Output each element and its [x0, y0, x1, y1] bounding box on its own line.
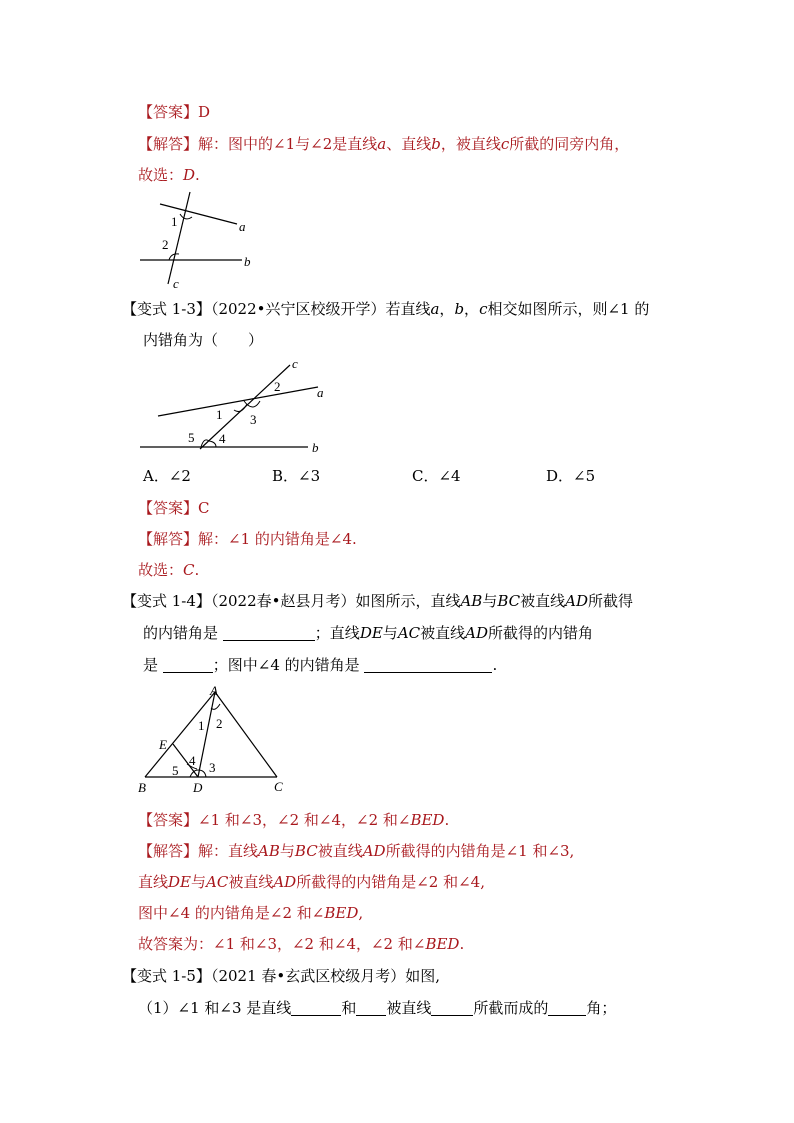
blank-1[interactable]	[223, 625, 315, 641]
explanation-text: 被直线	[317, 842, 363, 860]
angle-5-label: 5	[188, 430, 195, 445]
explanation-text: 所截得的内错角是∠1 和∠3,	[385, 842, 575, 860]
angle-2-label: 2	[274, 379, 281, 394]
explanation-line-3	[138, 903, 363, 923]
question-text: 与	[382, 624, 398, 642]
line-b-label: b	[244, 254, 251, 269]
choose-value: C	[183, 561, 195, 579]
line-a-label: a	[317, 385, 324, 400]
explanation-text: 所截的同旁内角，	[509, 135, 630, 153]
explanation-text: 、直线	[386, 135, 432, 153]
choose-value: D	[183, 166, 196, 184]
question-text: （2022•兴宁区校级开学）若直线	[210, 300, 431, 318]
explanation-line-2	[138, 872, 485, 892]
question-text: 和	[341, 999, 357, 1017]
var-b: b	[431, 135, 441, 153]
figure-lines-abc-2	[140, 357, 340, 457]
point-e-label: E	[159, 737, 167, 752]
question-1-5-line1	[122, 966, 440, 986]
option-b[interactable]: B．∠3	[272, 467, 321, 485]
question-text: ；直线	[314, 624, 360, 642]
question-1-4-line3	[143, 655, 497, 675]
answer-var: BED	[410, 811, 445, 829]
point-a-label: A	[210, 683, 218, 698]
question-tag: 【变式 1-3】	[122, 300, 211, 318]
angle-3-label: 3	[250, 412, 257, 427]
point-c-label: C	[274, 779, 283, 794]
var-ad: AD	[362, 842, 386, 860]
line-c-label: c	[292, 356, 298, 371]
explanation-tag: 【解答】	[138, 135, 199, 153]
choose-label: 故选：	[138, 166, 184, 184]
point-b-label: B	[138, 780, 146, 795]
var-ad: AD	[273, 873, 297, 891]
line-c-label: c	[173, 276, 179, 291]
question-1-4-line1	[122, 591, 633, 611]
explanation-text: 与	[191, 873, 207, 891]
question-text: 被直线	[420, 624, 466, 642]
explanation-text: 解：直线	[198, 842, 259, 860]
var-ad: AD	[465, 624, 488, 642]
point-d-label: D	[193, 780, 203, 795]
explanation-text: 被直线	[228, 873, 274, 891]
var-de: DE	[168, 873, 191, 891]
angle-4-label: 4	[189, 753, 196, 768]
blank-angle-type[interactable]	[548, 1000, 586, 1016]
angle-3-label: 3	[209, 760, 216, 775]
explanation-text: 图中∠4 的内错角是∠2 和∠	[138, 904, 325, 922]
option-a[interactable]: A．∠2	[143, 467, 191, 485]
answer-value: D	[198, 103, 211, 121]
var-a: a	[377, 135, 387, 153]
question-text: 所截得	[588, 592, 634, 610]
question-1-3-line1: 【变式 1-3】（2022•兴宁区校级开学）若直线a，b，c相交如图所示，则∠1 的	[122, 300, 650, 318]
var-ad: AD	[565, 592, 588, 610]
var-c: c	[479, 300, 488, 318]
question-1-4-line2	[143, 623, 593, 643]
answer-value: ∠1 和∠3，∠2 和∠4，∠2 和∠	[198, 811, 411, 829]
answer-tag: 【答案】	[138, 103, 199, 121]
blank-line2[interactable]	[356, 1000, 386, 1016]
blank-line1[interactable]	[291, 1000, 341, 1016]
question-text: 被直线	[386, 999, 432, 1017]
var-de: DE	[359, 624, 383, 642]
blank-line3[interactable]	[431, 1000, 473, 1016]
angle-2-label: 2	[162, 237, 169, 252]
explanation-text: 解：∠1 的内错角是∠4.	[198, 530, 357, 548]
question-1-3-line2: 内错角为（ ）	[143, 331, 264, 349]
explanation-text: ,	[358, 904, 364, 922]
question-text: ；图中∠4 的内错角是	[212, 656, 360, 674]
explanation-text: 直线	[138, 873, 169, 891]
question-text: 与	[482, 592, 498, 610]
var-bc: BC	[497, 592, 521, 610]
var-ab: AB	[258, 842, 280, 860]
explanation-text: 所截得的内错角是∠2 和∠4,	[296, 873, 485, 891]
choose-label: 故选：	[138, 561, 184, 579]
answer-tag: 【答案】	[138, 499, 199, 517]
answer-line	[138, 498, 210, 518]
explanation-tag: 【解答】	[138, 842, 199, 860]
question-text: （1）∠1 和∠3 是直线	[138, 999, 292, 1017]
var-c: c	[500, 135, 510, 153]
var-ac: AC	[206, 873, 229, 891]
explanation-text: ，被直线	[440, 135, 501, 153]
explanation-text: 与	[279, 842, 295, 860]
angle-1-label: 1	[171, 214, 178, 229]
var-b: b	[454, 300, 465, 318]
angle-1-label: 1	[198, 718, 205, 733]
question-1-5-part1	[138, 998, 616, 1018]
answer-line	[138, 810, 449, 830]
question-text: 所截得的内错角	[488, 624, 594, 642]
explanation-text: 解：图中的∠1与∠2是直线	[198, 135, 378, 153]
question-text: （2022春•赵县月考）如图所示，直线	[210, 592, 461, 610]
var-a: a	[430, 300, 440, 318]
explanation-line	[138, 134, 629, 154]
angle-1-label: 1	[216, 407, 223, 422]
blank-2[interactable]	[163, 657, 213, 673]
question-text: 角；	[586, 999, 617, 1017]
angle-5-label: 5	[172, 763, 179, 778]
explanation-text: .	[459, 935, 465, 953]
line-a-label: a	[239, 219, 246, 234]
question-text: 的内错角是	[143, 624, 219, 642]
answer-line	[138, 102, 210, 122]
var-bc: BC	[294, 842, 318, 860]
question-tag: 【变式 1-5】	[122, 967, 211, 985]
explanation-var: BED	[324, 904, 359, 922]
question-text: 是	[143, 656, 159, 674]
angle-2-label: 2	[216, 716, 223, 731]
question-text: 被直线	[520, 592, 566, 610]
var-ab: AB	[460, 592, 483, 610]
option-d[interactable]: D．∠5	[546, 467, 596, 485]
question-text: 相交如图所示，则∠1 的	[487, 300, 650, 318]
angle-4-label: 4	[219, 431, 226, 446]
figure-lines-abc	[135, 192, 265, 292]
choose-line: 故选：D.	[138, 166, 200, 184]
explanation-tag: 【解答】	[138, 530, 199, 548]
answer-value: C	[198, 499, 210, 517]
question-text: .	[492, 656, 498, 674]
figure-triangle-abc	[135, 684, 295, 799]
explanation-line	[138, 529, 357, 549]
answer-value: .	[444, 811, 450, 829]
explanation-line-4	[138, 934, 464, 954]
option-c[interactable]: C．∠4	[412, 467, 461, 485]
question-tag: 【变式 1-4】	[122, 592, 211, 610]
explanation-line-1	[138, 841, 574, 861]
explanation-text: 故答案为：∠1 和∠3，∠2 和∠4，∠2 和∠	[138, 935, 426, 953]
line-b-label: b	[312, 440, 319, 455]
question-text: 所截而成的	[473, 999, 549, 1017]
explanation-var: BED	[425, 935, 460, 953]
choose-line: 故选：C.	[138, 561, 200, 579]
question-text: （2021 春•玄武区校级月考）如图,	[210, 967, 440, 985]
answer-tag: 【答案】	[138, 811, 199, 829]
var-ac: AC	[397, 624, 421, 642]
blank-3[interactable]	[364, 657, 492, 673]
